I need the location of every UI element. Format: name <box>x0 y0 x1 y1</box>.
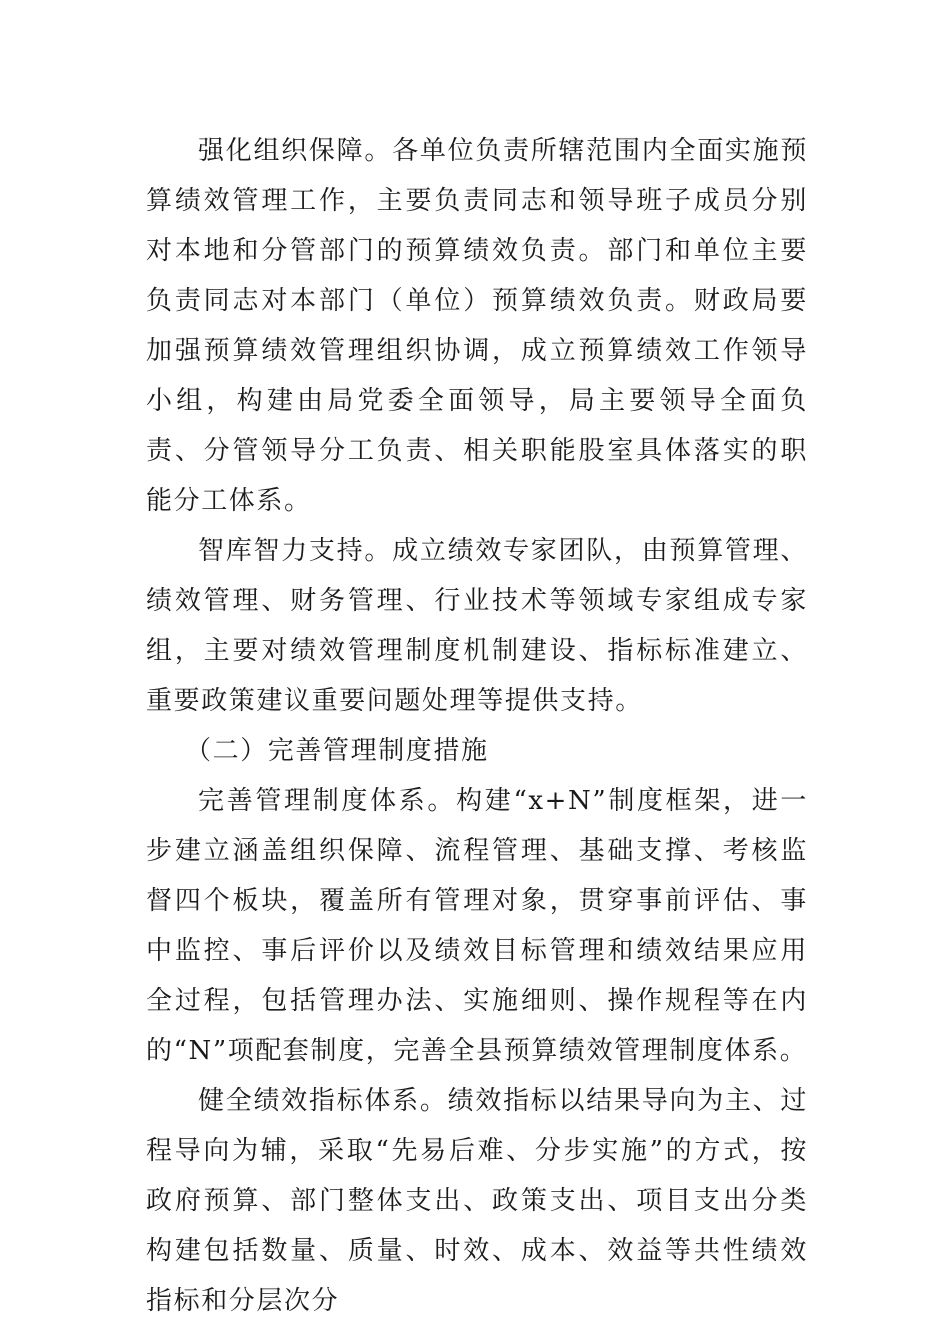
document-body <box>146 126 808 1326</box>
paragraph-organization-guarantee: 强化组织保障。各单位负责所辖范围内全面实施预算绩效管理工作，主要负责同志和领导班子成员分别对本地和分管部门的预算绩效负责。部门和单位主要负责同志对本部门（单位）预算绩效负责。财政局要加强预算绩效管理组织协调，成立预算绩效工作领导小组，构建由局党委全面领导，局主要领导全面负责、分管领导分工负责、相关职能股室具体落实的职能分工体系。 <box>146 136 808 516</box>
paragraph-think-tank-support: 智库智力支持。成立绩效专家团队，由预算管理、绩效管理、财务管理、行业技术等领域专家组成专家组，主要对绩效管理制度机制建设、指标标准建立、重要政策建议重要问题处理等提供支持。 <box>146 536 808 716</box>
paragraph-management-system: 完善管理制度体系。构建“x+N”制度框架，进一步建立涵盖组织保障、流程管理、基础支撑、考核监督四个板块，覆盖所有管理对象，贯穿事前评估、事中监控、事后评价以及绩效目标管理和绩效结果应用全过程，包括管理办法、实施细则、操作规程等在内的“N”项配套制度，完善全县预算绩效管理制度体系。 <box>146 786 808 1066</box>
paragraph-indicator-system: 健全绩效指标体系。绩效指标以结果导向为主、过程导向为辅，采取“先易后难、分步实施”的方式，按政府预算、部门整体支出、政策支出、项目支出分类构建包括数量、质量、时效、成本、效益等共性绩效指标和分层次分 <box>146 1086 808 1316</box>
section-heading: （二）完善管理制度措施 <box>185 736 489 766</box>
